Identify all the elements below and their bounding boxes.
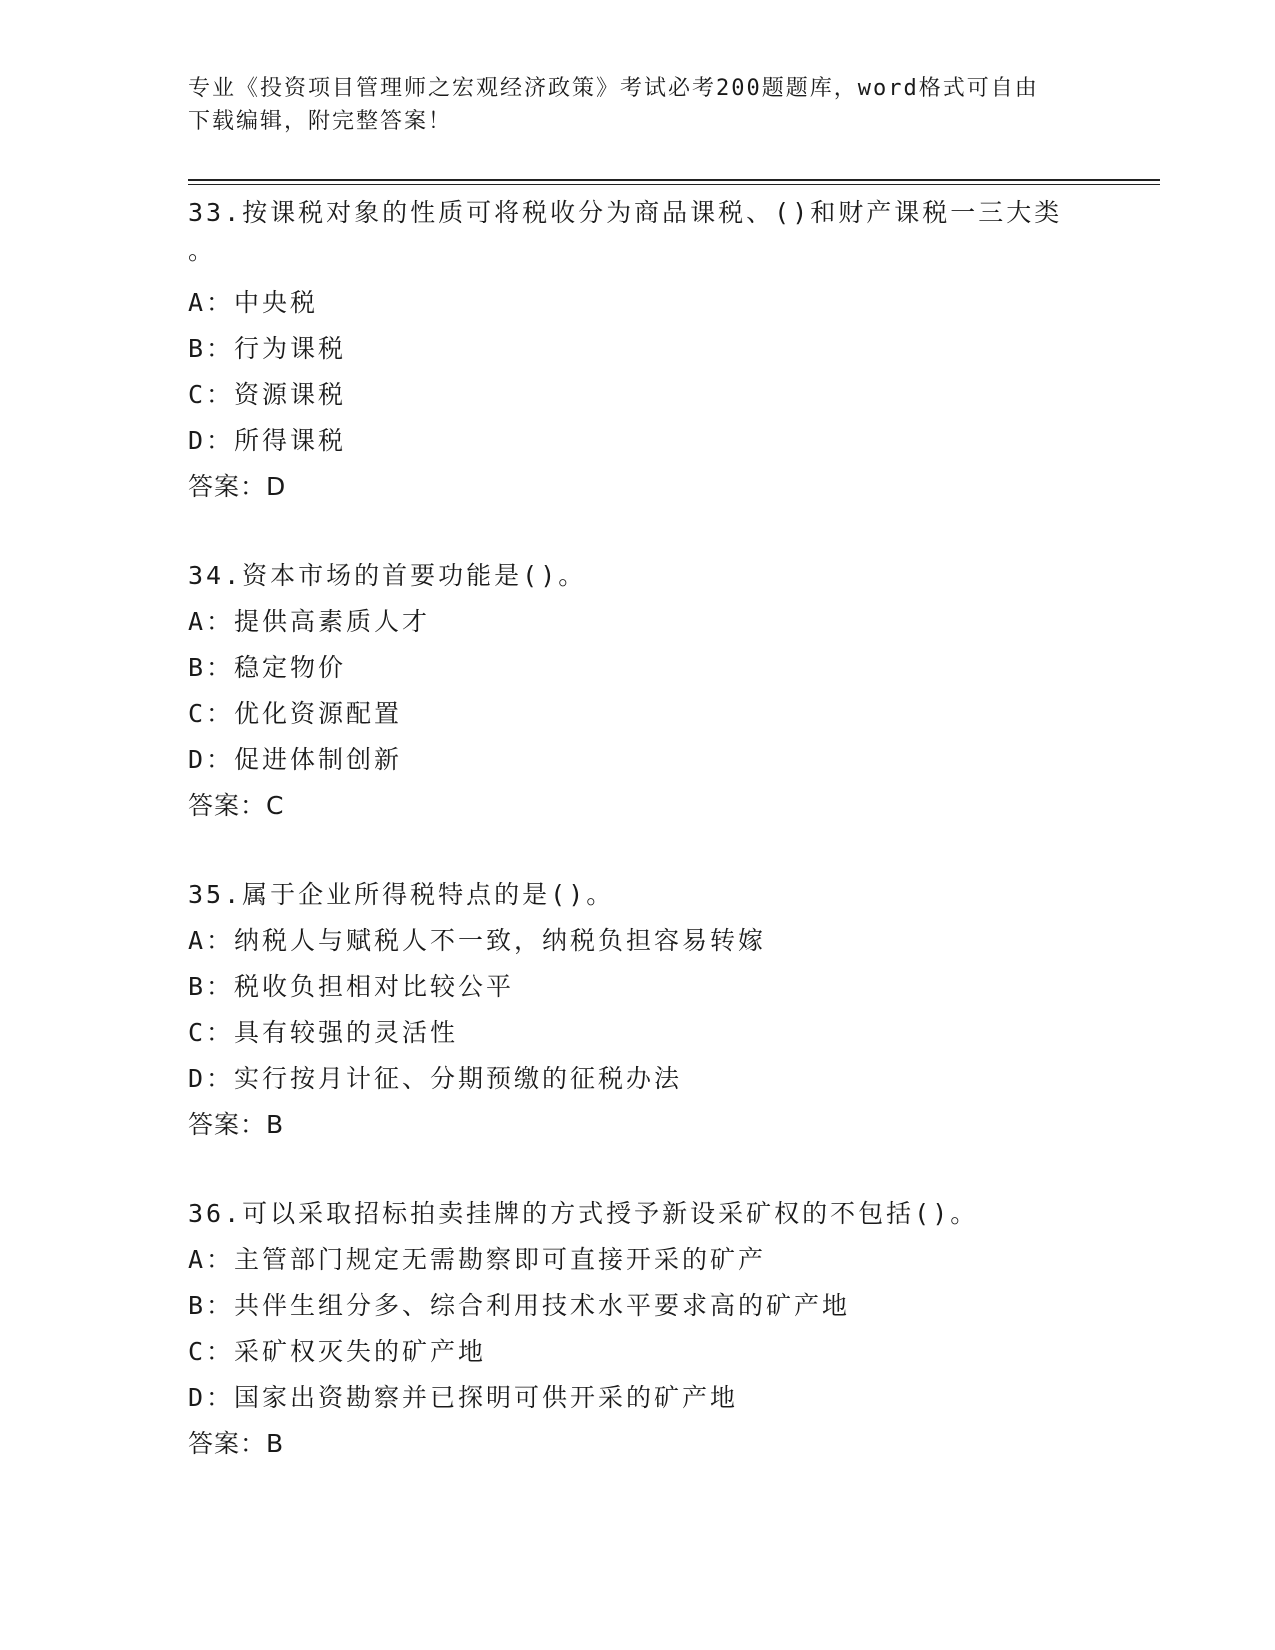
header-line-1: 专业《投资项目管理师之宏观经济政策》考试必考200题题库，word格式可自由 [188, 76, 1039, 101]
answer-value: B [266, 1110, 284, 1139]
answer-line [188, 1421, 1160, 1467]
answer-label: 答案： [188, 791, 267, 820]
answer-label: 答案： [188, 1429, 267, 1458]
option-b: B：税收负担相对比较公平 [188, 972, 515, 1001]
option-b: B：稳定物价 [188, 653, 347, 682]
answer-line [188, 464, 1160, 510]
header-line-2: 下载编辑，附完整答案！ [188, 109, 453, 134]
option-a: A：主管部门规定无需勘察即可直接开采的矿产 [188, 1245, 767, 1274]
answer-line [188, 1102, 1160, 1148]
question-stem: 35.属于企业所得税特点的是()。 [188, 880, 615, 909]
header-divider-thick [188, 179, 1160, 181]
question-stem: 33.按课税对象的性质可将税收分为商品课税、()和财产课税一三大类 [188, 198, 1063, 227]
question-stem-continuation: 。 [188, 236, 217, 265]
option-c: C：具有较强的灵活性 [188, 1018, 459, 1047]
answer-value: C [266, 791, 284, 820]
question-35 [188, 872, 1160, 1148]
answer-value: D [266, 472, 286, 501]
question-stem: 36.可以采取招标拍卖挂牌的方式授予新设采矿权的不包括()。 [188, 1199, 979, 1228]
question-34 [188, 553, 1160, 829]
option-d: D：所得课税 [188, 426, 347, 455]
option-c: C：采矿权灭失的矿产地 [188, 1337, 487, 1366]
answer-label: 答案： [188, 1110, 267, 1139]
question-list [188, 190, 1160, 1510]
header-divider-thin [188, 184, 1160, 185]
option-b: B：共伴生组分多、综合利用技术水平要求高的矿产地 [188, 1291, 851, 1320]
answer-line [188, 783, 1160, 829]
option-a: A：提供高素质人才 [188, 607, 431, 636]
question-stem: 34.资本市场的首要功能是()。 [188, 561, 587, 590]
option-b: B：行为课税 [188, 334, 347, 363]
option-c: C：资源课税 [188, 380, 347, 409]
option-a: A：纳税人与赋税人不一致，纳税负担容易转嫁 [188, 926, 767, 955]
option-a: A：中央税 [188, 288, 319, 317]
document-header [188, 72, 1088, 138]
answer-label: 答案： [188, 472, 267, 501]
option-d: D：国家出资勘察并已探明可供开采的矿产地 [188, 1383, 739, 1412]
question-33 [188, 190, 1160, 510]
question-36 [188, 1191, 1160, 1467]
option-c: C：优化资源配置 [188, 699, 403, 728]
answer-value: B [266, 1429, 284, 1458]
option-d: D：促进体制创新 [188, 745, 403, 774]
option-d: D：实行按月计征、分期预缴的征税办法 [188, 1064, 683, 1093]
